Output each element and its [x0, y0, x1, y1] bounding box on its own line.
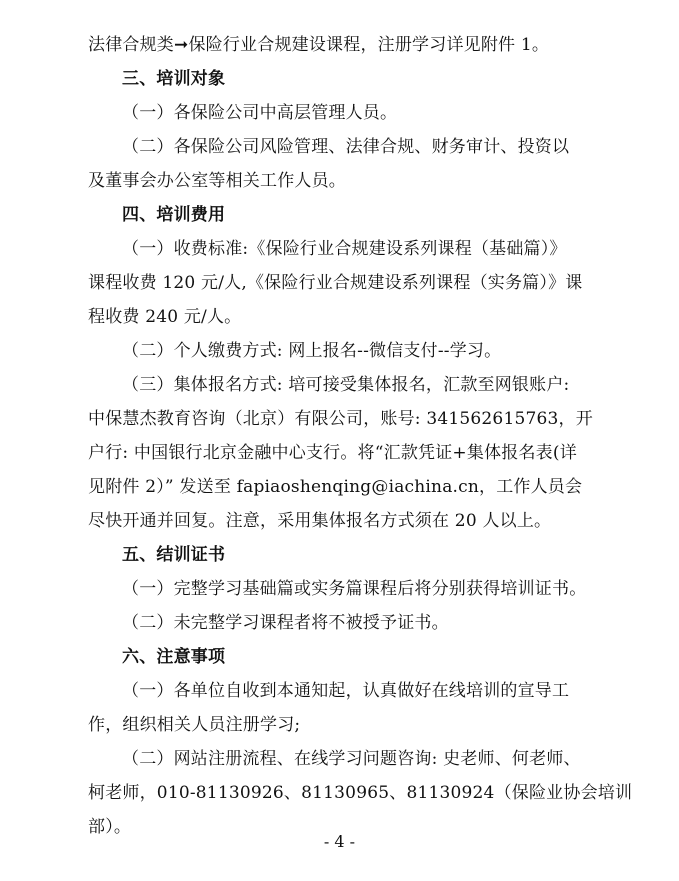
paragraph-line: 法律合规类➞保险行业合规建设课程，注册学习详见附件 1。	[88, 35, 550, 55]
paragraph-line: 部）。	[88, 817, 132, 837]
paragraph-line: 作，组织相关人员注册学习;	[88, 715, 301, 735]
paragraph-line: 程收费 240 元/人。	[88, 307, 242, 327]
paragraph-line: （二）各保险公司风险管理、法律合规、财务审计、投资以	[122, 137, 570, 157]
paragraph-line: （一）各单位自收到本通知起，认真做好在线培训的宣导工	[122, 681, 570, 701]
paragraph-line: （一）完整学习基础篇或实务篇课程后将分别获得培训证书。	[122, 579, 587, 599]
paragraph-line: （二）未完整学习课程者将不被授予证书。	[122, 613, 449, 633]
paragraph-line: 见附件 2）” 发送至 fapiaoshenqing@iachina.cn，工作人员会	[88, 477, 583, 497]
paragraph-line: 及董事会办公室等相关工作人员。	[88, 171, 346, 191]
paragraph-line: （一）各保险公司中高层管理人员。	[122, 103, 398, 123]
paragraph-line: （二）个人缴费方式: 网上报名--微信支付--学习。	[122, 341, 502, 361]
paragraph-line: （三）集体报名方式: 培可接受集体报名，汇款至网银账户:	[122, 375, 570, 395]
paragraph-line: （二）网站注册流程、在线学习问题咨询: 史老师、何老师、	[122, 749, 581, 769]
paragraph-line: （一）收费标准:《保险行业合规建设系列课程（基础篇）》	[122, 239, 567, 259]
page-number: - 4 -	[323, 832, 356, 851]
document-body	[88, 28, 633, 844]
section-heading: 六、注意事项	[122, 647, 226, 667]
section-heading: 五、结训证书	[122, 545, 226, 565]
paragraph-line: 尽快开通并回复。注意，采用集体报名方式须在 20 人以上。	[88, 511, 552, 531]
section-heading: 三、培训对象	[122, 69, 226, 89]
section-heading: 四、培训费用	[122, 205, 226, 225]
paragraph-line: 中保慧杰教育咨询（北京）有限公司，账号: 341562615763，开	[88, 409, 593, 429]
paragraph-line: 户行: 中国银行北京金融中心支行。将“汇款凭证+集体报名表(详	[88, 443, 577, 463]
paragraph-line: 课程收费 120 元/人,《保险行业合规建设系列课程（实务篇）》课	[88, 273, 583, 293]
paragraph-line: 柯老师，010-81130926、81130965、81130924（保险业协会培训	[88, 783, 633, 803]
